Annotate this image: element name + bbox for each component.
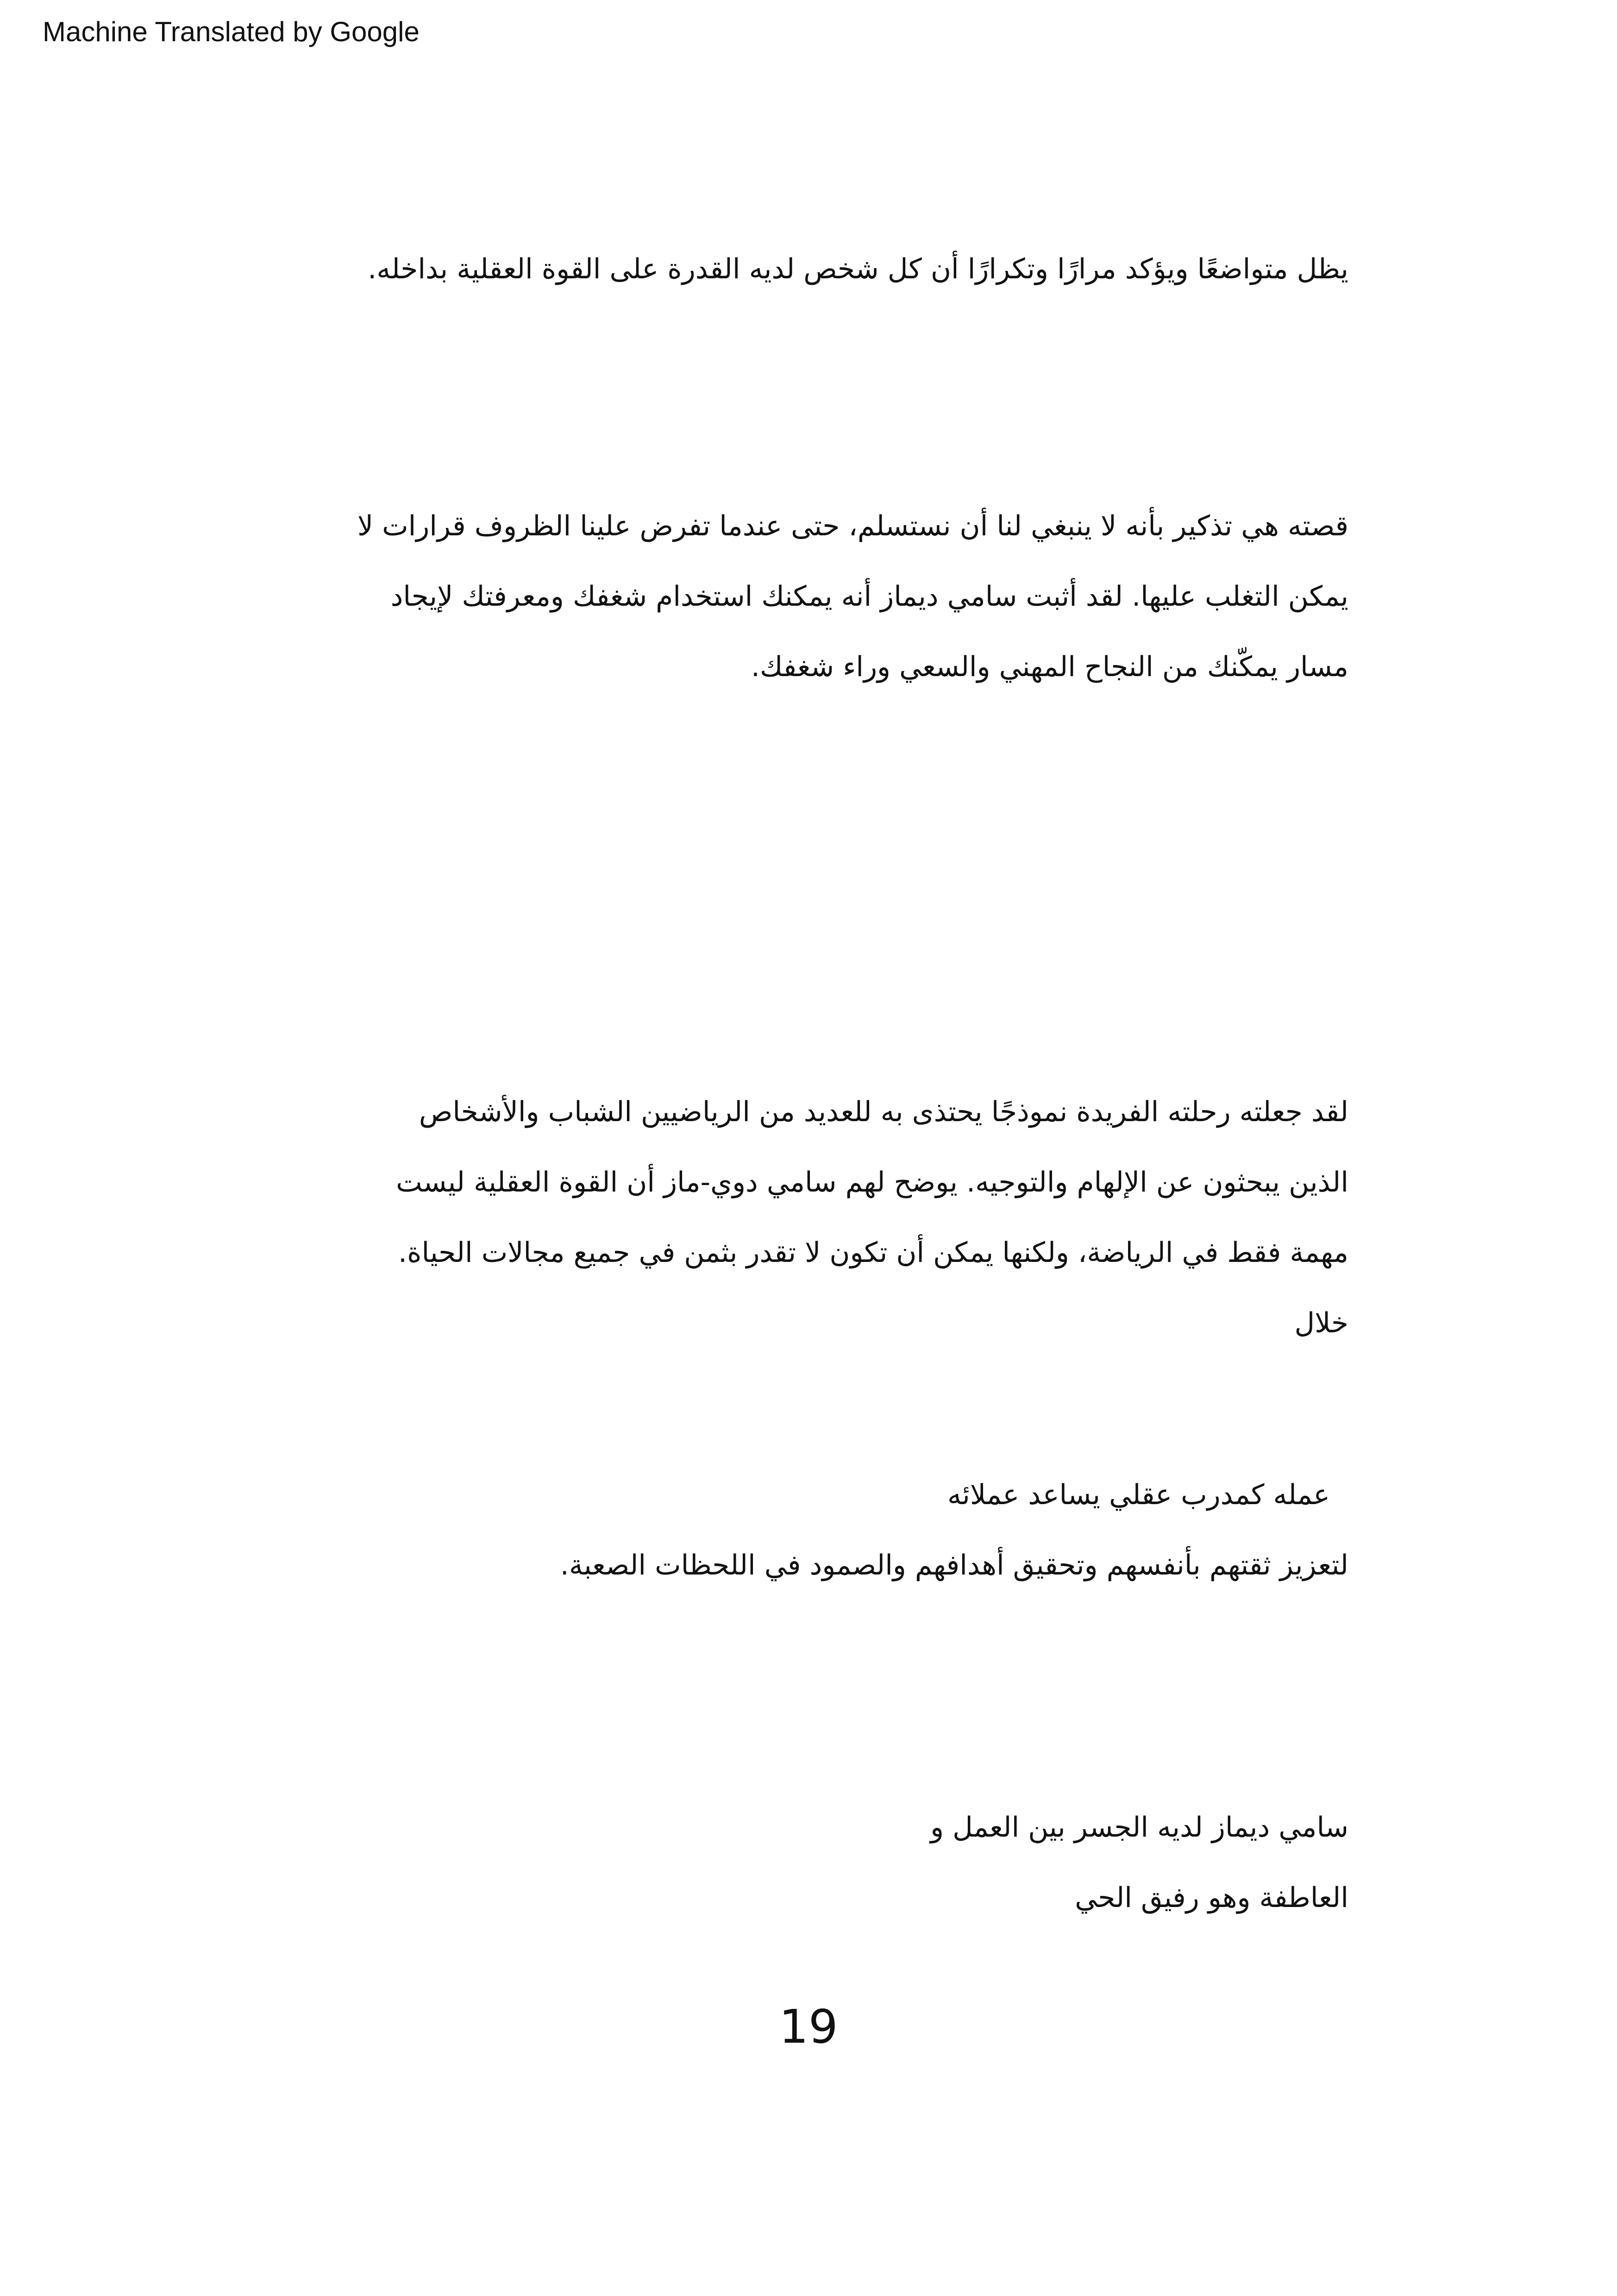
paragraph-bridge xyxy=(256,1792,1348,1933)
page-number: 19 xyxy=(779,2000,838,2054)
paragraph-line: العاطفة وهو رفيق الحي xyxy=(1075,1882,1348,1914)
paragraph-line: مسار يمكّنك من النجاح المهني والسعي وراء شغفك. xyxy=(751,651,1348,683)
paragraph-line: لقد جعلته رحلته الفريدة نموذجًا يحتذى به للعديد من الرياضيين الشباب والأشخاص xyxy=(419,1096,1348,1128)
paragraph-line: قصته هي تذكير بأنه لا ينبغي لنا أن نستسلم، حتى عندما تفرض علينا الظروف قرارات لا xyxy=(357,510,1348,542)
paragraph-line: عمله كمدرب عقلي يساعد عملائه xyxy=(947,1479,1330,1511)
paragraph-line: يمكن التغلب عليها. لقد أثبت سامي ديماز أنه يمكنك استخدام شغفك ومعرفتك لإيجاد xyxy=(390,580,1348,613)
paragraph-line: الذين يبحثون عن الإلهام والتوجيه. يوضح لهم سامي دوي-ماز أن القوة العقلية ليست xyxy=(396,1166,1348,1198)
paragraph-line: مهمة فقط في الرياضة، ولكنها يمكن أن تكون لا تقدر بثمن في جميع مجالات الحياة. xyxy=(398,1236,1348,1269)
paragraph-role-model xyxy=(256,1077,1348,1358)
machine-translation-banner: Machine Translated by Google xyxy=(43,16,420,47)
paragraph-line: لتعزيز ثقتهم بأنفسهم وتحقيق أهدافهم والصمود في اللحظات الصعبة. xyxy=(560,1549,1348,1581)
paragraph-line: سامي ديماز لديه الجسر بين العمل و xyxy=(930,1811,1348,1844)
paragraph-line: خلال xyxy=(1294,1307,1348,1339)
paragraph-line: يظل متواضعًا ويؤكد مرارًا وتكرارًا أن كل شخص لديه القدرة على القوة العقلية بداخله. xyxy=(368,253,1348,285)
paragraph-story-reminder xyxy=(256,491,1348,702)
paragraph-mental-coach xyxy=(256,1460,1348,1600)
paragraph-humility xyxy=(256,234,1348,304)
